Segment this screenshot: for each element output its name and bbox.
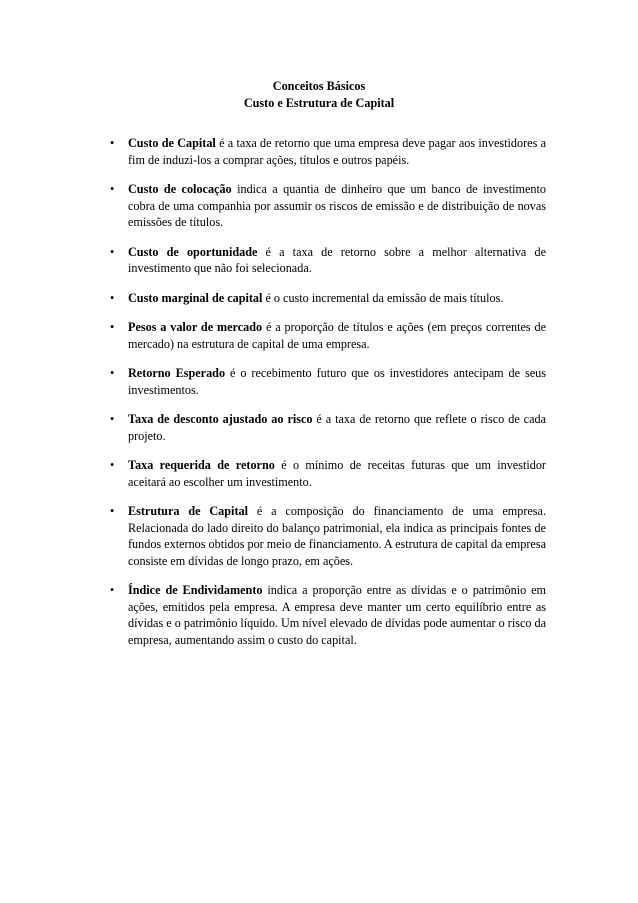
item-text: é o recebimento futuro que os investidores antecipam de seus investimentos.	[128, 366, 546, 397]
list-item	[110, 135, 546, 168]
item-text: é a composição do financiamento de uma empresa. Relacionada do lado direito do balanço patrimonial, ela indica as principais fontes de fundos externos obtidos por meio de financiamento. A estrutura de capital da empresa consiste em dívidas de longo prazo, em ações.	[128, 504, 546, 568]
item-term: Custo de oportunidade	[128, 244, 258, 259]
item-text: é a taxa de retorno que reflete o risco de cada projeto.	[128, 412, 546, 443]
list-item	[110, 181, 546, 231]
item-term: Custo de Capital	[128, 136, 216, 150]
list-item	[110, 290, 546, 307]
bullet-icon: •	[110, 504, 115, 518]
item-text: indica a quantia de dinheiro que um banco de investimento cobra de uma companhia por assumir os riscos de emissão e de distribuição de novas emissões de títulos.	[128, 182, 546, 229]
list-item	[110, 411, 546, 444]
bullet-icon: •	[110, 290, 115, 305]
list-item	[110, 244, 546, 277]
list-item	[110, 457, 546, 490]
item-term: Estrutura de Capital	[128, 504, 248, 518]
item-text: indica a proporção entre as dívidas e o patrimônio em ações, emitidos pela empresa. A empresa deve manter um certo equilíbrio entre as dívidas e o patrimônio líquido. Um nível elevado de dívidas pode aumentar o risco da empresa, aumentando assim o custo do capital.	[128, 583, 547, 647]
item-term: Índice de Endividamento	[128, 583, 263, 597]
item-text: é a taxa de retorno que uma empresa deve pagar aos investidores a fim de induzi-los a comprar ações, títulos e outros papéis.	[128, 136, 546, 167]
item-term: Custo marginal de capital	[128, 290, 263, 305]
item-term: Pesos a valor de mercado	[128, 320, 263, 334]
item-term: Retorno Esperado	[128, 366, 226, 380]
bullet-icon: •	[110, 583, 115, 597]
item-term: Custo de colocação	[128, 182, 232, 196]
bullet-icon: •	[110, 458, 115, 472]
item-text: é a taxa de retorno sobre a melhor alternativa de investimento que não foi selecionada.	[128, 244, 546, 275]
item-text: é a proporção de títulos e ações (em preços correntes de mercado) na estrutura de capital de uma empresa.	[128, 320, 546, 351]
list-item	[110, 503, 546, 569]
bullet-icon: •	[110, 412, 115, 426]
item-text: é o custo incremental da emissão de mais títulos.	[262, 290, 504, 305]
bullet-icon: •	[110, 136, 115, 150]
title-line-1: Conceitos Básicos	[272, 79, 366, 93]
document-title	[0, 78, 638, 112]
concept-list	[110, 135, 546, 661]
list-item	[110, 319, 546, 352]
bullet-icon: •	[110, 366, 115, 380]
item-term: Taxa requerida de retorno	[128, 458, 275, 472]
title-line-2: Custo e Estrutura de Capital	[243, 96, 395, 110]
list-item	[110, 365, 546, 398]
list-item	[110, 582, 546, 648]
item-term: Taxa de desconto ajustado ao risco	[128, 412, 313, 426]
bullet-icon: •	[110, 320, 115, 334]
bullet-icon: •	[110, 182, 115, 196]
bullet-icon: •	[110, 244, 115, 259]
item-text: é o mínimo de receitas futuras que um investidor aceitará ao escolher um investimento.	[128, 458, 546, 489]
